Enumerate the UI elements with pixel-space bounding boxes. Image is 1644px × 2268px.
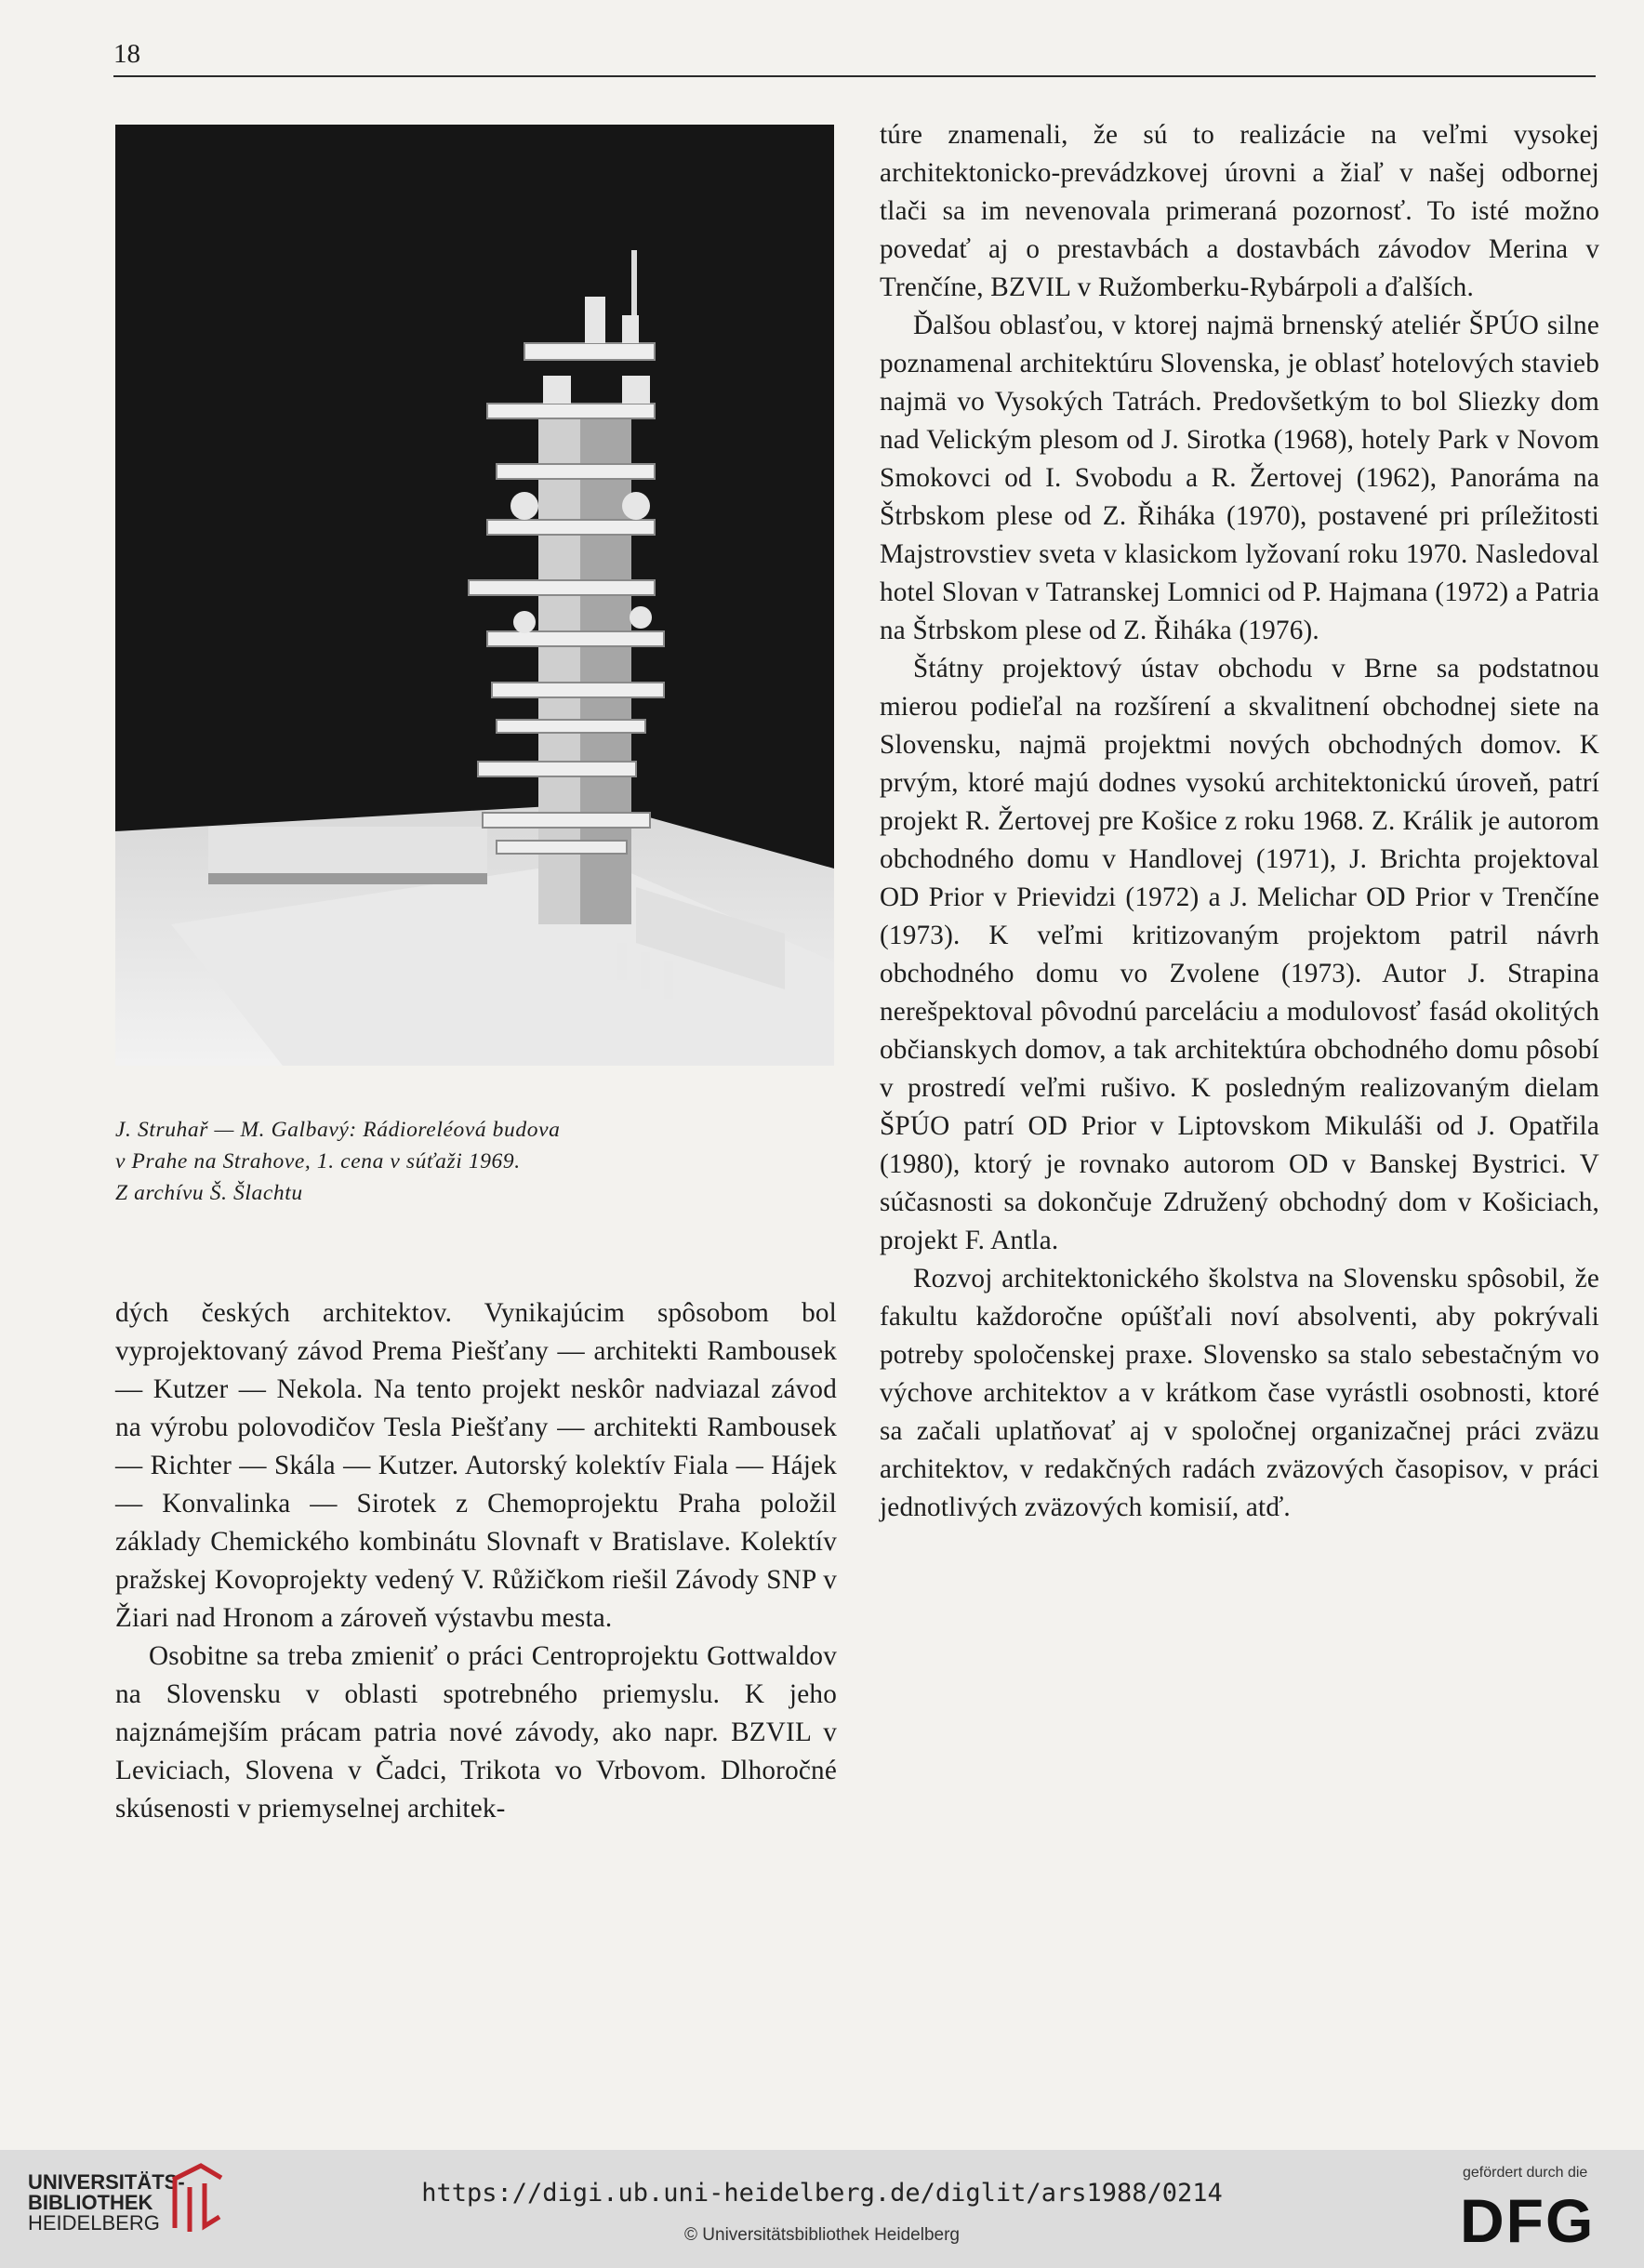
figure-caption: [115, 1114, 834, 1209]
dfg-logo: DFG: [1460, 2186, 1596, 2255]
tower-model-photo: [115, 125, 834, 1066]
caption-line: v Prahe na Strahove, 1. cena v súťaži 1969.: [115, 1149, 521, 1174]
copyright-notice: © Universitätsbibliothek Heidelberg: [684, 2225, 960, 2245]
paragraph: túre znamenali, že sú to realizácie na veľmi vysokej architektonicko-prevádzkovej úrovni a žiaľ v našej odbornej tlači sa im nevenovala primeraná pozornosť. To isté možno povedať aj o prestavbách a dostavbách závodov Merina v Trenčíne, BZVIL v Ružomberku-Rybárpoli a ďalších.: [880, 120, 1599, 302]
paragraph: Osobitne sa treba zmieniť o práci Centroprojektu Gottwaldov na Slovensku v oblasti spotrebného priemyslu. K jeho najznámejším prácam patria nové závody, ako napr. BZVIL v Leviciach, Slovena v Čadci, Trikota vo Vrbovom. Dlhoročné skúsenosti v priemyselnej architek-: [115, 1641, 837, 1824]
right-column: [880, 116, 1599, 1527]
library-name-line: BIBLIOTHEK: [28, 2191, 153, 2214]
page-number: 18: [113, 39, 140, 69]
document-url-link[interactable]: https://digi.ub.uni-heidelberg.de/diglit/ars1988/0214: [421, 2179, 1223, 2208]
paragraph: Ďalšou oblasťou, v ktorej najmä brnenský ateliér ŠPÚO silne poznamenal architektúru Slovenska, je oblasť hotelových stavieb najmä vo Vysokých Tatrách. Predovšetkým to bol Sliezky dom nad Velickým plesom od J. Sirotka (1968), hotely Park v Novom Smokovci od I. Svobodu a R. Žertovej (1962), Panoráma na Štrbskom plese od Z. Řiháka (1970), postavené pri príležitosti Majstrovstiev sveta v klasickom lyžovaní roku 1970. Nasledoval hotel Slovan v Tatranskej Lomnici od P. Hajmana (1972) a Patria na Štrbskom plese od Z. Řiháka (1976).: [880, 311, 1599, 645]
library-name-line: HEIDELBERG: [28, 2211, 160, 2235]
left-column: [115, 1294, 837, 1828]
funder-note: gefördert durch die: [1463, 2165, 1588, 2181]
paragraph: Štátny projektový ústav obchodu v Brne sa podstatnou mierou podieľal na rozšírení a skvalitnení obchodnej siete na Slovensku, najmä projektmi nových obchodných domov. K prvým, ktoré majú dodnes vysokú architektonickú úroveň, patrí projekt R. Žertovej pre Košice z roku 1968. Z. Králik je autorom obchodného domu v Handlovej (1971), J. Brichta projektoval OD Prior v Prievidzi (1972) a J. Melichar OD Prior v Trenčíne (1973). K veľmi kritizovaným projektom patril návrh obchodného domu vo Zvolene (1973). Autor J. Strapina nerešpektoval pôvodnú parceláciu a modulovosť fasád okolitých občianskych domov, a tak architektúra obchodného domu pôsobí v prostredí veľmi rušivo. K posledným realizovaným dielam ŠPÚO patrí OD Prior v Liptovskom Mikuláši od J. Opatřila (1980), ktorý je rovnako autorom OD v Banskej Bystrici. V súčasnosti sa dokončuje Združený obchodný dom v Košiciach, projekt F. Antla.: [880, 654, 1599, 1255]
paragraph: dých českých architektov. Vynikajúcim spôsobom bol vyprojektovaný závod Prema Piešťany — architekti Rambousek — Kutzer — Nekola. Na tento projekt neskôr nadviazal závod na výrobu polovodičov Tesla Piešťany — architekti Rambousek — Richter — Skála — Kutzer. Autorský kolektív Fiala — Hájek — Konvalinka — Sirotek z Chemoprojektu Praha položil základy Chemického kombinátu Slovnaft v Bratislave. Kolektív pražskej Kovoprojekty vedený V. Růžičkom riešil Závody SNP v Žiari nad Hronom a zároveň výstavbu mesta.: [115, 1298, 837, 1633]
footer-bar: [0, 2150, 1644, 2268]
paragraph: Rozvoj architektonického školstva na Slovensku spôsobil, že fakultu každoročne opúšťali noví absolventi, aby pokrývali potreby spoločenskej praxe. Slovensko sa stalo sebestačným vo výchove architektov a v krátkom čase vyrástli osobnosti, ktoré sa začali uplatňovať aj v spoločnej organizačnej práci zväzu architektov, v redakčných radách zväzových časopisov, v práci jednotlivých zväzových komisií, atď.: [880, 1264, 1599, 1522]
caption-line: Z archívu Š. Šlachtu: [115, 1181, 303, 1205]
library-name-line: UNIVERSITÄTS-: [28, 2170, 185, 2194]
header-rule: [113, 75, 1596, 77]
caption-line: J. Struhař — M. Galbavý: Rádioreléová budova: [115, 1118, 561, 1142]
